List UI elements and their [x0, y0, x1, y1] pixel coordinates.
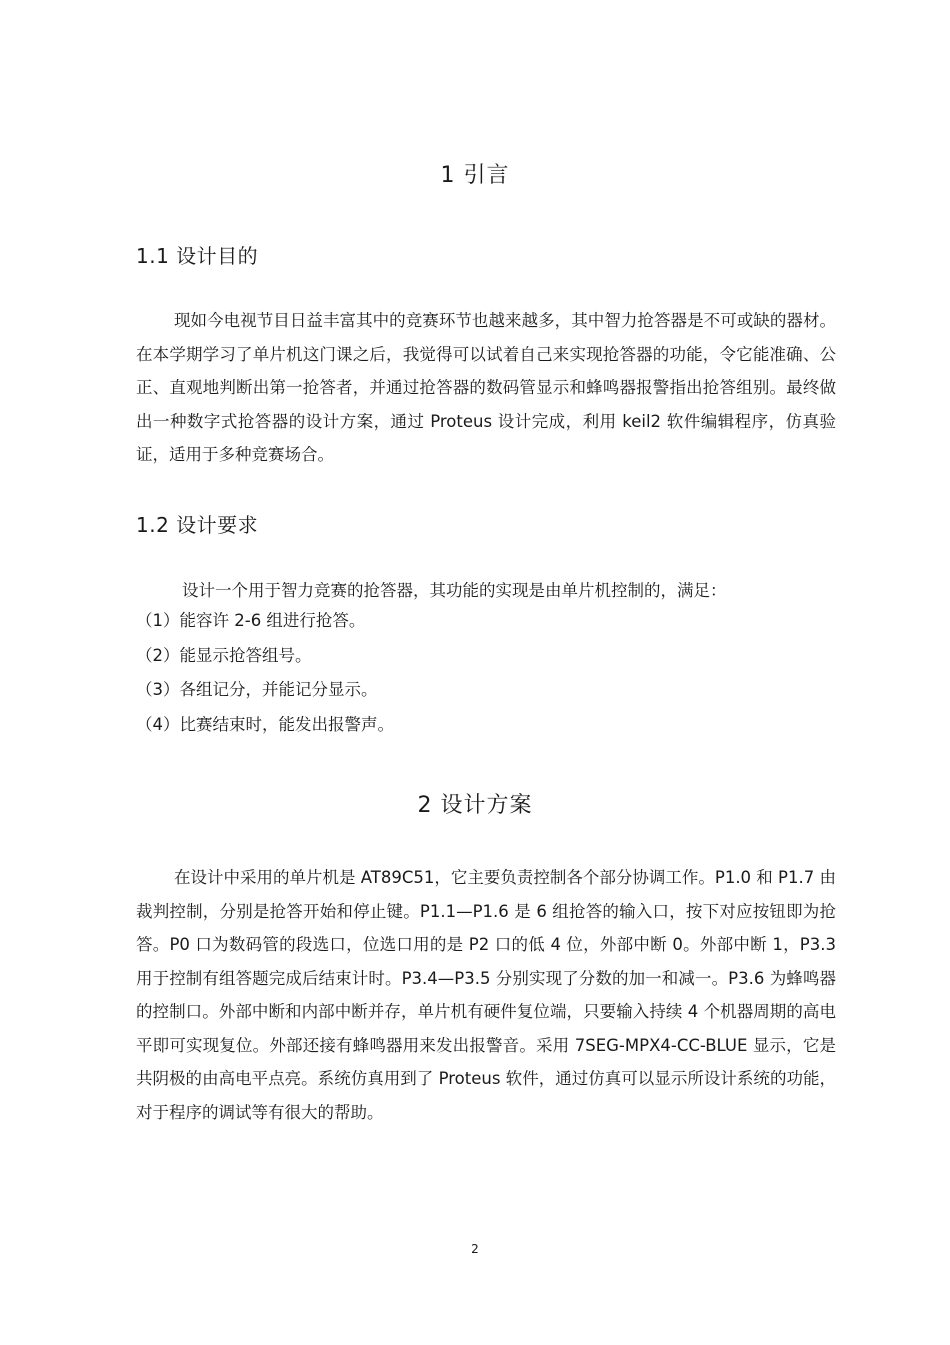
requirement-item: （1）能容许 2-6 组进行抢答。 — [136, 611, 366, 630]
section-1-2-title: 1.2 设计要求 — [136, 513, 259, 537]
requirements-list — [136, 604, 394, 743]
section-1-1-title: 1.1 设计目的 — [136, 244, 259, 268]
chapter-2-paragraph: 在设计中采用的单片机是 AT89C51，它主要负责控制各个部分协调工作。P1.0 和 P1.7 由裁判控制，分别是抢答开始和停止键。P1.1—P1.6 是 6 组抢答的输入口，按下对应按钮即为抢答。P0 口为数码管的段选口，位选口用的是 P2 口的低 4 位，外部中断 0。外部中断 1，P3.3 用于控制有组答题完成后结束计时。P3.4—P3.5 分别实现了分数的加一和减一。P3.6 为蜂鸣器的控制口。外部中断和内部中断并存，单片机有硬件复位端，只要输入持续 4 个机器周期的高电平即可实现复位。外部还接有蜂鸣器用来发出报警音。采用 7SEG-MPX4-CC-BLUE 显示，它是共阴极的由高电平点亮。系统仿真用到了 Proteus 软件，通过仿真可以显示所设计系统的功能，对于程序的调试等有很大的帮助。 — [136, 868, 836, 1122]
requirement-item: （3）各组记分，并能记分显示。 — [136, 680, 378, 700]
page-number: 2 — [471, 1242, 479, 1256]
requirement-item: （4）比赛结束时，能发出报警声。 — [136, 715, 394, 735]
chapter-2-title: 2 设计方案 — [417, 793, 533, 818]
requirements-intro: 设计一个用于智力竞赛的抢答器，其功能的实现是由单片机控制的，满足： — [182, 581, 727, 600]
section-1-1-paragraph: 现如今电视节目日益丰富其中的竞赛环节也越来越多，其中智力抢答器是不可或缺的器材。在本学期学习了单片机这门课之后，我觉得可以试着自己来实现抢答器的功能，令它能准确、公正、直观地判断出第一抢答者，并通过抢答器的数码管显示和蜂鸣器报警指出抢答组别。最终做出一种数字式抢答器的设计方案，通过 Proteus 设计完成，利用 keil2 软件编辑程序，仿真验证，适用于多种竞赛场合。 — [136, 311, 836, 464]
chapter-1-title: 1 引言 — [440, 163, 510, 188]
requirement-item: （2）能显示抢答组号。 — [136, 645, 312, 665]
